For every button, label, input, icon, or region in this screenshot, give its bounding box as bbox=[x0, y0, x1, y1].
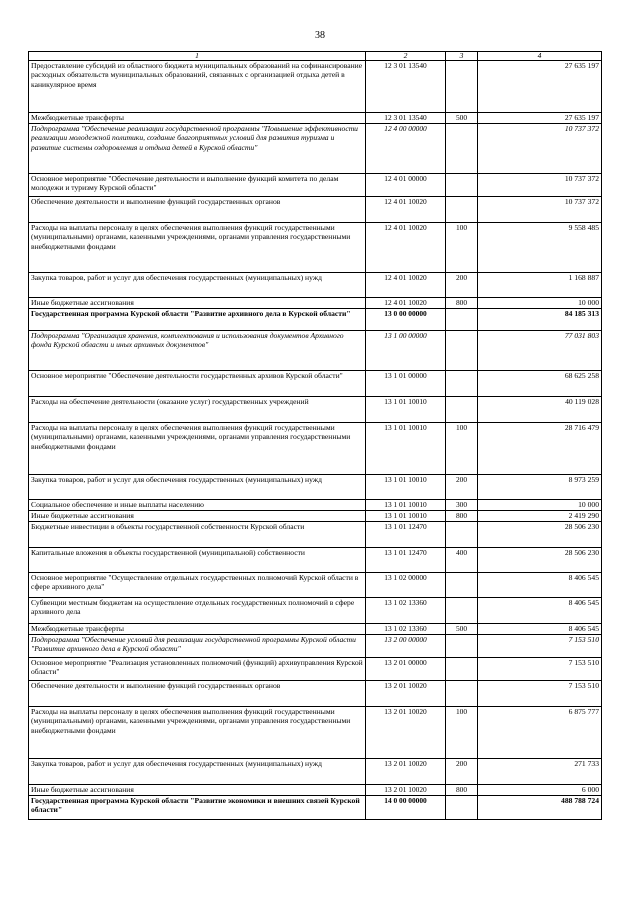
table-row bbox=[29, 598, 602, 624]
table-row bbox=[29, 423, 602, 475]
row-expense-type bbox=[446, 371, 478, 397]
table-row bbox=[29, 61, 602, 113]
row-code: 13 1 01 10010 bbox=[366, 500, 446, 511]
page-number: 38 bbox=[315, 30, 325, 41]
row-expense-type: 500 bbox=[446, 624, 478, 635]
row-code: 13 1 00 00000 bbox=[366, 331, 446, 371]
row-code: 12 4 01 00000 bbox=[366, 174, 446, 197]
table-row bbox=[29, 573, 602, 598]
row-code: 13 1 02 13360 bbox=[366, 598, 446, 624]
row-expense-type: 800 bbox=[446, 511, 478, 522]
row-name: Закупка товаров, работ и услуг для обеспечения государственных (муниципальных) нужд bbox=[29, 475, 366, 500]
row-expense-type bbox=[446, 124, 478, 174]
row-amount: 9 558 485 bbox=[478, 223, 602, 273]
header-col-1: 1 bbox=[29, 52, 366, 61]
row-expense-type bbox=[446, 522, 478, 548]
row-code: 13 1 02 00000 bbox=[366, 573, 446, 598]
table-row bbox=[29, 298, 602, 309]
row-expense-type: 800 bbox=[446, 298, 478, 309]
row-name: Основное мероприятие "Обеспечение деятельности и выполнение функций комитета по делам молодежи и туризму Курской области" bbox=[29, 174, 366, 197]
row-name: Субвенции местным бюджетам на осуществление отдельных государственных полномочий в сфере архивного дела bbox=[29, 598, 366, 624]
row-name: Предоставление субсидий из областного бюджета муниципальных образований на софинансирование расходных обязательств муниципальных образований, связанных с организацией отдыха детей в каникулярное время bbox=[29, 61, 366, 113]
budget-table bbox=[28, 51, 602, 820]
row-amount: 10 737 372 bbox=[478, 197, 602, 223]
row-code: 12 4 01 10020 bbox=[366, 273, 446, 298]
row-name: Бюджетные инвестиции в объекты государственной собственности Курской области bbox=[29, 522, 366, 548]
row-amount: 271 733 bbox=[478, 759, 602, 785]
row-name: Иные бюджетные ассигнования bbox=[29, 785, 366, 796]
table-row bbox=[29, 511, 602, 522]
header-col-4: 4 bbox=[478, 52, 602, 61]
row-amount: 10 000 bbox=[478, 500, 602, 511]
row-amount: 68 625 258 bbox=[478, 371, 602, 397]
row-code: 13 0 00 00000 bbox=[366, 309, 446, 331]
row-expense-type bbox=[446, 309, 478, 331]
row-expense-type: 800 bbox=[446, 785, 478, 796]
row-code: 12 4 01 10020 bbox=[366, 197, 446, 223]
table-row bbox=[29, 223, 602, 273]
row-expense-type bbox=[446, 658, 478, 681]
row-amount: 27 635 197 bbox=[478, 113, 602, 124]
row-amount: 10 000 bbox=[478, 298, 602, 309]
row-name: Государственная программа Курской области "Развитие архивного дела в Курской области" bbox=[29, 309, 366, 331]
row-code: 13 1 01 12470 bbox=[366, 522, 446, 548]
table-row bbox=[29, 174, 602, 197]
row-expense-type: 200 bbox=[446, 475, 478, 500]
row-amount: 28 506 230 bbox=[478, 522, 602, 548]
row-code: 13 1 01 00000 bbox=[366, 371, 446, 397]
row-expense-type bbox=[446, 61, 478, 113]
table-row bbox=[29, 681, 602, 707]
row-code: 13 2 01 10020 bbox=[366, 785, 446, 796]
row-name: Межбюджетные трансферты bbox=[29, 624, 366, 635]
row-name: Обеспечение деятельности и выполнение функций государственных органов bbox=[29, 197, 366, 223]
header-row bbox=[29, 52, 602, 61]
header-col-2: 2 bbox=[366, 52, 446, 61]
row-amount: 8 973 259 bbox=[478, 475, 602, 500]
row-expense-type bbox=[446, 598, 478, 624]
row-amount: 6 875 777 bbox=[478, 707, 602, 759]
table-row bbox=[29, 397, 602, 423]
row-name: Расходы на выплаты персоналу в целях обеспечения выполнения функций государственными (муниципальными) органами, казенными учреждениями, органами управления государственными внебюджетными фондами bbox=[29, 223, 366, 273]
row-amount: 8 406 545 bbox=[478, 598, 602, 624]
row-expense-type: 100 bbox=[446, 707, 478, 759]
row-name: Капитальные вложения в объекты государственной (муниципальной) собственности bbox=[29, 548, 366, 573]
row-amount: 10 737 372 bbox=[478, 124, 602, 174]
row-code: 13 2 00 00000 bbox=[366, 635, 446, 658]
row-amount: 10 737 372 bbox=[478, 174, 602, 197]
table-row bbox=[29, 197, 602, 223]
table-row bbox=[29, 331, 602, 371]
row-name: Государственная программа Курской области "Развитие экономики и внешних связей Курской области" bbox=[29, 796, 366, 820]
row-expense-type bbox=[446, 397, 478, 423]
row-amount: 8 406 545 bbox=[478, 573, 602, 598]
row-amount: 8 406 545 bbox=[478, 624, 602, 635]
row-code: 13 1 01 12470 bbox=[366, 548, 446, 573]
row-name: Межбюджетные трансферты bbox=[29, 113, 366, 124]
row-name: Обеспечение деятельности и выполнение функций государственных органов bbox=[29, 681, 366, 707]
table-row bbox=[29, 658, 602, 681]
row-expense-type: 400 bbox=[446, 548, 478, 573]
row-name: Закупка товаров, работ и услуг для обеспечения государственных (муниципальных) нужд bbox=[29, 759, 366, 785]
row-name: Основное мероприятие "Обеспечение деятельности государственных архивов Курской области" bbox=[29, 371, 366, 397]
row-code: 12 3 01 13540 bbox=[366, 113, 446, 124]
row-code: 13 1 01 10010 bbox=[366, 475, 446, 500]
table-row bbox=[29, 273, 602, 298]
row-name: Подпрограмма "Обеспечение условий для реализации государственной программы Курской области "Развитие архивного дела в Курской области" bbox=[29, 635, 366, 658]
row-expense-type: 200 bbox=[446, 759, 478, 785]
row-name: Расходы на выплаты персоналу в целях обеспечения выполнения функций государственными (муниципальными) органами, казенными учреждениями, органами управления государственными внебюджетными фондами bbox=[29, 423, 366, 475]
header-col-3: 3 bbox=[446, 52, 478, 61]
row-code: 13 1 01 10010 bbox=[366, 397, 446, 423]
row-expense-type bbox=[446, 174, 478, 197]
table-row bbox=[29, 707, 602, 759]
row-code: 13 1 01 10010 bbox=[366, 511, 446, 522]
row-code: 13 2 01 10020 bbox=[366, 681, 446, 707]
row-code: 13 2 01 10020 bbox=[366, 707, 446, 759]
row-code: 13 2 01 00000 bbox=[366, 658, 446, 681]
row-name: Подпрограмма "Обеспечение реализации государственной программы "Повышение эффективности реализации молодежной политики, создание благоприятных условий для развития туризма и развитие системы оздоровления и отдыха детей в Курской области" bbox=[29, 124, 366, 174]
table-row bbox=[29, 635, 602, 658]
table-row bbox=[29, 124, 602, 174]
row-code: 13 2 01 10020 bbox=[366, 759, 446, 785]
row-amount: 28 506 230 bbox=[478, 548, 602, 573]
row-expense-type bbox=[446, 197, 478, 223]
row-code: 12 4 01 10020 bbox=[366, 223, 446, 273]
row-expense-type bbox=[446, 331, 478, 371]
row-amount: 28 716 479 bbox=[478, 423, 602, 475]
row-expense-type bbox=[446, 573, 478, 598]
table-row bbox=[29, 500, 602, 511]
row-name: Подпрограмма "Организация хранения, комплектования и использования документов Архивного фонда Курской области и иных архивных документов" bbox=[29, 331, 366, 371]
table-row bbox=[29, 624, 602, 635]
row-code: 12 4 00 00000 bbox=[366, 124, 446, 174]
row-code: 14 0 00 00000 bbox=[366, 796, 446, 820]
row-code: 13 1 01 10010 bbox=[366, 423, 446, 475]
row-name: Иные бюджетные ассигнования bbox=[29, 511, 366, 522]
row-expense-type bbox=[446, 796, 478, 820]
table-row bbox=[29, 759, 602, 785]
row-amount: 6 000 bbox=[478, 785, 602, 796]
row-code: 12 4 01 10020 bbox=[366, 298, 446, 309]
row-amount: 7 153 510 bbox=[478, 681, 602, 707]
row-amount: 40 119 028 bbox=[478, 397, 602, 423]
row-amount: 7 153 510 bbox=[478, 658, 602, 681]
row-name: Социальное обеспечение и иные выплаты населению bbox=[29, 500, 366, 511]
row-amount: 77 031 803 bbox=[478, 331, 602, 371]
row-expense-type bbox=[446, 635, 478, 658]
row-name: Основное мероприятие "Реализация установленных полномочий (функций) архивуправления Курской области" bbox=[29, 658, 366, 681]
row-expense-type bbox=[446, 681, 478, 707]
table-row bbox=[29, 785, 602, 796]
table-row bbox=[29, 113, 602, 124]
row-name: Закупка товаров, работ и услуг для обеспечения государственных (муниципальных) нужд bbox=[29, 273, 366, 298]
table-row bbox=[29, 796, 602, 820]
table-row bbox=[29, 371, 602, 397]
row-amount: 27 635 197 bbox=[478, 61, 602, 113]
row-expense-type: 500 bbox=[446, 113, 478, 124]
row-name: Иные бюджетные ассигнования bbox=[29, 298, 366, 309]
row-amount: 7 153 510 bbox=[478, 635, 602, 658]
row-expense-type: 100 bbox=[446, 223, 478, 273]
table-row bbox=[29, 548, 602, 573]
table-row bbox=[29, 475, 602, 500]
row-expense-type: 300 bbox=[446, 500, 478, 511]
row-amount: 488 788 724 bbox=[478, 796, 602, 820]
table-row bbox=[29, 309, 602, 331]
row-expense-type: 100 bbox=[446, 423, 478, 475]
row-amount: 1 168 887 bbox=[478, 273, 602, 298]
row-expense-type: 200 bbox=[446, 273, 478, 298]
row-name: Основное мероприятие "Осуществление отдельных государственных полномочий Курской области в сфере архивного дела" bbox=[29, 573, 366, 598]
row-name: Расходы на обеспечение деятельности (оказание услуг) государственных учреждений bbox=[29, 397, 366, 423]
row-code: 13 1 02 13360 bbox=[366, 624, 446, 635]
row-code: 12 3 01 13540 bbox=[366, 61, 446, 113]
table-row bbox=[29, 522, 602, 548]
row-amount: 84 185 313 bbox=[478, 309, 602, 331]
row-amount: 2 419 290 bbox=[478, 511, 602, 522]
row-name: Расходы на выплаты персоналу в целях обеспечения выполнения функций государственными (муниципальными) органами, казенными учреждениями, органами управления государственными внебюджетными фондами bbox=[29, 707, 366, 759]
